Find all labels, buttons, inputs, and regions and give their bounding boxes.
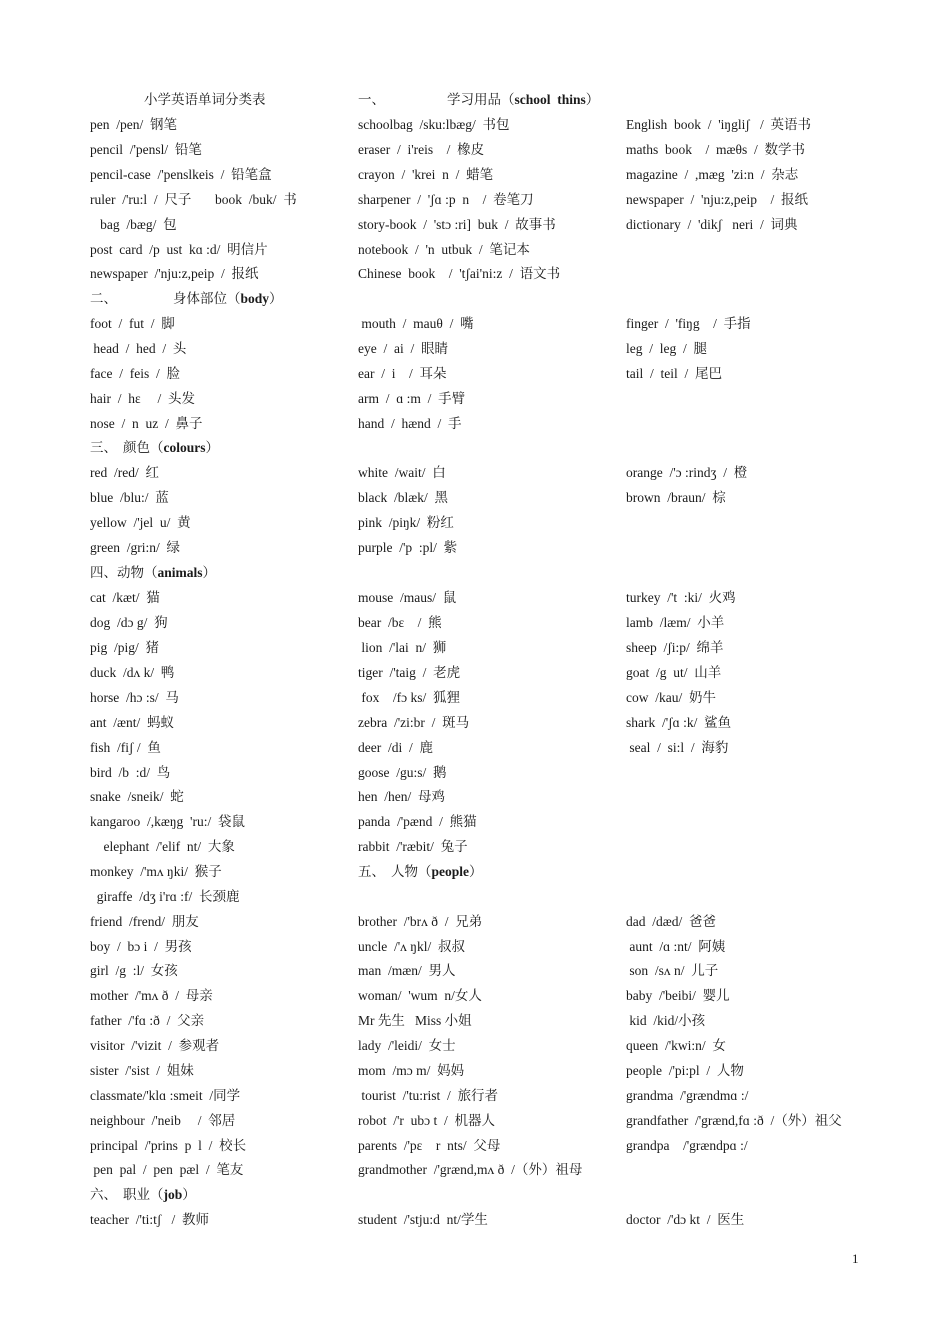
word-entry: principal /'prins p l / 校长 <box>90 1138 247 1153</box>
word-entry: schoolbag /sku:lbæg/ 书包 <box>358 117 510 132</box>
section-heading-school-things: 一、 学习用品（school thins） <box>358 92 600 107</box>
word-entry: Chinese book / 'tʃai'ni:z / 语文书 <box>358 266 561 281</box>
word-entry: story-book / 'stɔ :ri] buk / 故事书 <box>358 217 556 232</box>
word-entry: baby /'beibi/ 婴儿 <box>626 988 730 1003</box>
word-entry: sheep /ʃi:p/ 绵羊 <box>626 640 724 655</box>
word-entry: head / hed / 头 <box>90 341 187 356</box>
word-entry: white /wait/ 白 <box>358 465 446 480</box>
word-entry: post card /p ust kɑ :d/ 明信片 <box>90 242 268 257</box>
word-entry: tiger /'taig / 老虎 <box>358 665 461 680</box>
word-entry: kid /kid/小孩 <box>626 1013 706 1028</box>
word-entry: notebook / 'n utbuk / 笔记本 <box>358 242 530 257</box>
word-entry: boy / bɔ i / 男孩 <box>90 939 192 954</box>
word-entry: bird /b :d/ 鸟 <box>90 765 171 780</box>
section-heading-body: 二、 身体部位（body） <box>90 291 283 306</box>
word-entry: black /blæk/ 黑 <box>358 490 448 505</box>
word-entry: newspaper / 'nju:z,peip / 报纸 <box>626 192 809 207</box>
word-entry: crayon / 'krei n / 蜡笔 <box>358 167 494 182</box>
word-entry: Mr 先生 Miss 小姐 <box>358 1013 472 1028</box>
word-entry: visitor /'vizit / 参观者 <box>90 1038 220 1053</box>
word-entry: kangaroo /,kæŋg 'ru:/ 袋鼠 <box>90 814 245 829</box>
word-entry: robot /'r ubɔ t / 机器人 <box>358 1113 496 1128</box>
word-entry: green /gri:n/ 绿 <box>90 540 180 555</box>
word-entry: bag /bæg/ 包 <box>90 217 177 232</box>
word-entry: grandfather /'grænd,fɑ :ð /（外）祖父 <box>626 1113 842 1128</box>
word-entry: red /red/ 红 <box>90 465 159 480</box>
word-entry: pink /piŋk/ 粉红 <box>358 515 454 530</box>
section-heading-colours: 三、 颜色（colours） <box>90 440 219 455</box>
word-entry: grandma /'grændmɑ :/ <box>626 1088 749 1103</box>
word-entry: uncle /'ʌ ŋkl/ 叔叔 <box>358 939 465 954</box>
word-entry: cow /kau/ 奶牛 <box>626 690 716 705</box>
word-entry: pencil-case /'penslkeis / 铅笔盒 <box>90 167 272 182</box>
word-entry: tourist /'tu:rist / 旅行者 <box>358 1088 499 1103</box>
word-entry: pencil /'pensl/ 铅笔 <box>90 142 202 157</box>
word-entry: eye / ai / 眼睛 <box>358 341 448 356</box>
word-entry: shark /'ʃɑ :k/ 鲨鱼 <box>626 715 732 730</box>
word-entry: fish /fiʃ / 鱼 <box>90 740 161 755</box>
word-entry: hair / hɛ / 头发 <box>90 391 196 406</box>
word-entry: dictionary / 'dikʃ neri / 词典 <box>626 217 798 232</box>
word-entry: newspaper /'nju:z,peip / 报纸 <box>90 266 259 281</box>
section-heading-job: 六、 职业（job） <box>90 1187 196 1202</box>
word-entry: turkey /'t :ki/ 火鸡 <box>626 590 736 605</box>
word-entry: ant /ænt/ 蚂蚁 <box>90 715 174 730</box>
word-entry: giraffe /dʒ i'rɑ :f/ 长颈鹿 <box>90 889 240 904</box>
word-entry: mouth / mauθ / 嘴 <box>358 316 474 331</box>
word-entry: deer /di / 鹿 <box>358 740 433 755</box>
word-entry: hand / hænd / 手 <box>358 416 462 431</box>
word-entry: sister /'sist / 姐妹 <box>90 1063 194 1078</box>
word-entry: fox /fɔ ks/ 狐狸 <box>358 690 460 705</box>
word-entry: doctor /'dɔ kt / 医生 <box>626 1212 745 1227</box>
word-entry: people /'pi:pl / 人物 <box>626 1063 744 1078</box>
word-entry: son /sʌ n/ 儿子 <box>626 963 719 978</box>
word-entry: tail / teil / 尾巴 <box>626 366 722 381</box>
word-entry: face / feis / 脸 <box>90 366 180 381</box>
word-entry: sharpener / 'ʃɑ :p n / 卷笔刀 <box>358 192 534 207</box>
word-entry: elephant /'elif nt/ 大象 <box>90 839 235 854</box>
word-entry: mother /'mʌ ð / 母亲 <box>90 988 213 1003</box>
word-entry: eraser / i'reis / 橡皮 <box>358 142 485 157</box>
word-entry: yellow /'jel u/ 黄 <box>90 515 191 530</box>
word-entry: lady /'leidi/ 女士 <box>358 1038 456 1053</box>
word-entry: brother /'brʌ ð / 兄弟 <box>358 914 483 929</box>
word-entry: ruler /'ru:l / 尺子 book /buk/ 书 <box>90 192 297 207</box>
word-entry: teacher /'ti:tʃ / 教师 <box>90 1212 210 1227</box>
section-heading-people: 五、 人物（people） <box>358 864 483 879</box>
word-entry: student /'stju:d nt/学生 <box>358 1212 488 1227</box>
word-entry: horse /hɔ :s/ 马 <box>90 690 179 705</box>
page-number: 1 <box>852 1251 859 1266</box>
word-entry: grandmother /'grænd,mʌ ð /（外）祖母 <box>358 1162 583 1177</box>
word-entry: rabbit /'ræbit/ 兔子 <box>358 839 468 854</box>
word-entry: mom /mɔ m/ 妈妈 <box>358 1063 465 1078</box>
word-entry: snake /sneik/ 蛇 <box>90 789 184 804</box>
section-heading-animals: 四、动物（animals） <box>90 565 217 580</box>
word-entry: purple /'p :pl/ 紫 <box>358 540 458 555</box>
word-entry: friend /frend/ 朋友 <box>90 914 199 929</box>
word-entry: man /mæn/ 男人 <box>358 963 456 978</box>
word-entry: blue /blu:/ 蓝 <box>90 490 169 505</box>
word-entry: seal / si:l / 海豹 <box>626 740 729 755</box>
word-entry: cat /kæt/ 猫 <box>90 590 160 605</box>
word-entry: father /'fɑ :ð / 父亲 <box>90 1013 205 1028</box>
word-entry: goat /g ut/ 山羊 <box>626 665 722 680</box>
word-entry: English book / 'iŋgliʃ / 英语书 <box>626 117 811 132</box>
word-entry: pig /pig/ 猪 <box>90 640 160 655</box>
word-entry: mouse /maus/ 鼠 <box>358 590 457 605</box>
word-entry: arm / ɑ :m / 手臂 <box>358 391 466 406</box>
word-entry: dog /dɔ g/ 狗 <box>90 615 168 630</box>
word-entry: classmate/'klɑ :smeit /同学 <box>90 1088 241 1103</box>
word-entry: woman/ 'wum n/女人 <box>358 988 482 1003</box>
word-entry: brown /braun/ 棕 <box>626 490 726 505</box>
word-entry: aunt /ɑ :nt/ 阿姨 <box>626 939 726 954</box>
word-entry: dad /dæd/ 爸爸 <box>626 914 716 929</box>
word-entry: leg / leg / 腿 <box>626 341 707 356</box>
page-title: 小学英语单词分类表 <box>144 92 266 107</box>
word-entry: orange /'ɔ :rindʒ / 橙 <box>626 465 748 480</box>
word-entry: grandpa /'grændpɑ :/ <box>626 1138 748 1153</box>
word-entry: goose /gu:s/ 鹅 <box>358 765 447 780</box>
word-entry: pen /pen/ 钢笔 <box>90 117 177 132</box>
word-entry: hen /hen/ 母鸡 <box>358 789 445 804</box>
word-entry: neighbour /'neib / 邻居 <box>90 1113 236 1128</box>
word-entry: lamb /læm/ 小羊 <box>626 615 725 630</box>
word-entry: foot / fut / 脚 <box>90 316 175 331</box>
word-entry: maths book / mæθs / 数学书 <box>626 142 805 157</box>
word-entry: queen /'kwi:n/ 女 <box>626 1038 726 1053</box>
word-entry: magazine / ,mæg 'zi:n / 杂志 <box>626 167 799 182</box>
word-entry: girl /g :l/ 女孩 <box>90 963 178 978</box>
word-entry: duck /dʌ k/ 鸭 <box>90 665 175 680</box>
word-entry: bear /bɛ / 熊 <box>358 615 442 630</box>
word-entry: panda /'pænd / 熊猫 <box>358 814 477 829</box>
word-entry: pen pal / pen pæl / 笔友 <box>90 1162 244 1177</box>
word-entry: zebra /'zi:br / 斑马 <box>358 715 470 730</box>
word-entry: nose / n uz / 鼻子 <box>90 416 203 431</box>
word-entry: monkey /'mʌ ŋki/ 猴子 <box>90 864 222 879</box>
word-entry: lion /'lai n/ 狮 <box>358 640 447 655</box>
word-entry: ear / i / 耳朵 <box>358 366 447 381</box>
word-entry: finger / 'fiŋg / 手指 <box>626 316 751 331</box>
word-entry: parents /'pɛ r nts/ 父母 <box>358 1138 501 1153</box>
